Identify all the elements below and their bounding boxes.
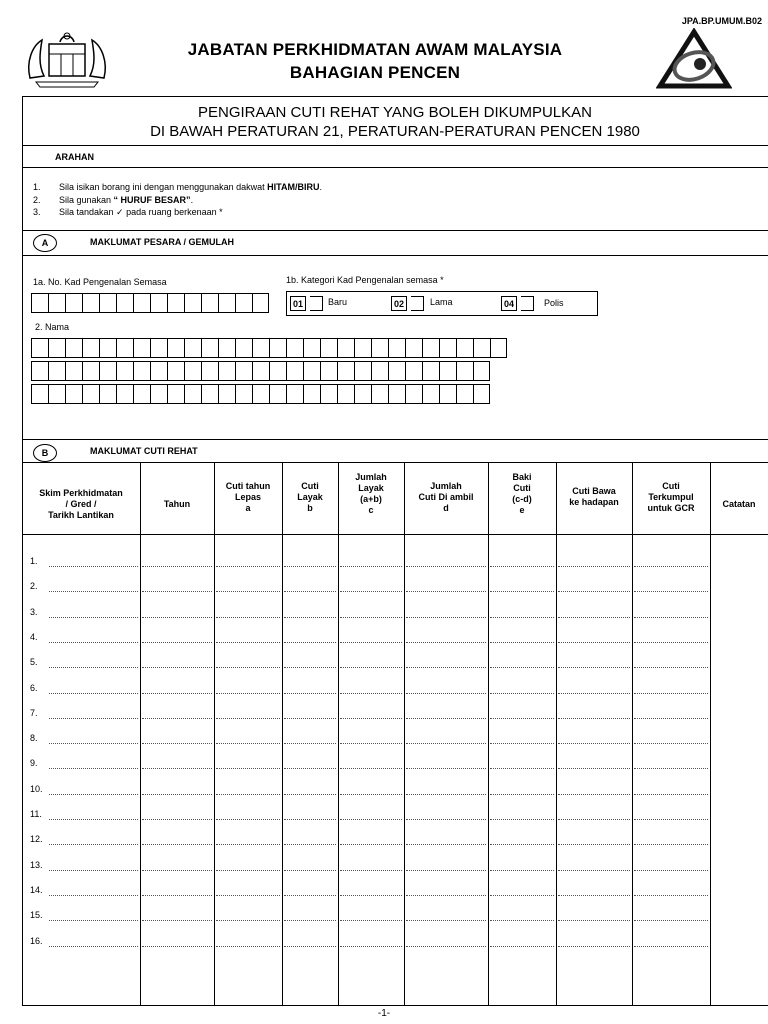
table-cell-input[interactable]: [142, 566, 212, 567]
table-cell-input[interactable]: [284, 920, 336, 921]
column-header-line: Jumlah: [430, 480, 462, 491]
table-cell-input[interactable]: [49, 642, 138, 643]
column-header-line: Cuti tahun: [225, 480, 271, 491]
category-code: 02: [391, 296, 407, 311]
column-header-line: e: [519, 505, 525, 515]
section-a-badge: A: [33, 234, 57, 252]
table-cell-input[interactable]: [284, 591, 336, 592]
section-b-badge: B: [33, 444, 57, 462]
instructions-heading: ARAHAN: [55, 152, 94, 162]
column-header-line: c: [368, 505, 374, 515]
table-cell-input[interactable]: [284, 642, 336, 643]
table-cell-input[interactable]: [634, 768, 708, 769]
column-header-line: Cuti: [301, 480, 319, 491]
table-cell-input[interactable]: [558, 718, 630, 719]
table-cell-input[interactable]: [558, 870, 630, 871]
table-cell-input[interactable]: [142, 768, 212, 769]
table-cell-input[interactable]: [216, 870, 280, 871]
table-cell-input[interactable]: [490, 693, 554, 694]
table-cell-input[interactable]: [284, 743, 336, 744]
column-header-line: a: [245, 502, 251, 513]
instruction-item: 3. Sila tandakan ✓ pada ruang berkenaan *: [33, 207, 223, 217]
table-cell-input[interactable]: [284, 768, 336, 769]
table-cell-input[interactable]: [49, 591, 138, 592]
table-cell-input[interactable]: [634, 591, 708, 592]
row-number: 2.: [30, 581, 38, 592]
table-cell-input[interactable]: [634, 794, 708, 795]
table-cell-input[interactable]: [634, 895, 708, 896]
table-cell-input[interactable]: [284, 794, 336, 795]
row-number: 14.: [30, 884, 43, 895]
table-cell-input[interactable]: [284, 870, 336, 871]
table-cell-input[interactable]: [142, 920, 212, 921]
table-cell-input[interactable]: [558, 591, 630, 592]
row-number: 1.: [30, 556, 38, 566]
table-cell-input[interactable]: [49, 743, 138, 744]
table-cell-input[interactable]: [216, 768, 280, 769]
table-cell-input[interactable]: [340, 718, 402, 719]
table-cell-input[interactable]: [142, 794, 212, 795]
table-cell-input[interactable]: [340, 895, 402, 896]
table-cell-input[interactable]: [406, 870, 486, 871]
table-cell-input[interactable]: [634, 946, 708, 947]
table-cell-input[interactable]: [406, 591, 486, 592]
divider: [22, 1005, 768, 1006]
column-header-line: Jumlah: [355, 472, 387, 482]
table-cell-input[interactable]: [558, 895, 630, 896]
column-header-line: Baki: [512, 472, 532, 482]
table-cell-input[interactable]: [558, 946, 630, 947]
table-cell-input[interactable]: [49, 870, 138, 871]
row-number: 4.: [30, 631, 38, 642]
table-cell-input[interactable]: [142, 718, 212, 719]
table-cell-input[interactable]: [284, 844, 336, 845]
table-cell-input[interactable]: [558, 667, 630, 668]
table-cell-input[interactable]: [284, 617, 336, 618]
category-code: 04: [501, 296, 517, 311]
table-cell-input[interactable]: [216, 895, 280, 896]
table-cell-input[interactable]: [142, 667, 212, 668]
row-number: 3.: [30, 606, 38, 617]
column-header-line: Tahun: [163, 498, 191, 509]
section-a-heading: MAKLUMAT PESARA / GEMULAH: [90, 237, 234, 247]
table-cell-input[interactable]: [340, 844, 402, 845]
table-cell-input[interactable]: [340, 870, 402, 871]
instruction-item: 2. Sila gunakan “ HURUF BESAR”.: [33, 194, 194, 205]
organization-name: JABATAN PERKHIDMATAN AWAM MALAYSIA: [187, 40, 563, 59]
column-header-line: Layak: [297, 491, 323, 502]
ic-number-label: 1a. No. Kad Pengenalan Semasa: [33, 277, 167, 287]
table-cell-input[interactable]: [216, 819, 280, 820]
row-number: 12.: [30, 834, 43, 845]
table-cell-input[interactable]: [634, 870, 708, 871]
table-cell-input[interactable]: [406, 844, 486, 845]
table-cell-input[interactable]: [490, 566, 554, 567]
row-number: 13.: [30, 859, 43, 870]
column-header-line: (c-d): [512, 494, 532, 504]
section-b-heading: MAKLUMAT CUTI REHAT: [90, 446, 198, 456]
table-cell-input[interactable]: [142, 895, 212, 896]
column-header-line: Cuti: [513, 483, 531, 493]
category-code: 01: [290, 296, 306, 311]
table-cell-input[interactable]: [490, 870, 554, 871]
table-cell-input[interactable]: [558, 743, 630, 744]
table-cell-input[interactable]: [558, 768, 630, 769]
table-cell-input[interactable]: [406, 617, 486, 618]
form-code: JPA.BP.UMUM.B02: [681, 16, 762, 26]
table-cell-input[interactable]: [284, 819, 336, 820]
table-cell-input[interactable]: [49, 667, 138, 668]
form-title-line1: PENGIRAAN CUTI REHAT YANG BOLEH DIKUMPULKAN: [198, 104, 592, 121]
row-number: 10.: [30, 783, 43, 794]
table-cell-input[interactable]: [216, 667, 280, 668]
table-cell-input[interactable]: [142, 870, 212, 871]
table-cell-input[interactable]: [49, 768, 138, 769]
table-cell-input[interactable]: [634, 718, 708, 719]
table-cell-input[interactable]: [558, 566, 630, 567]
category-label: Polis: [544, 298, 564, 308]
table-cell-input[interactable]: [490, 667, 554, 668]
table-cell-input[interactable]: [142, 844, 212, 845]
table-cell-input[interactable]: [634, 667, 708, 668]
category-label: Lama: [430, 297, 453, 307]
name-label: 2. Nama: [35, 322, 70, 332]
table-cell-input[interactable]: [558, 920, 630, 921]
column-header-line: d: [443, 502, 449, 513]
table-cell-input[interactable]: [284, 693, 336, 694]
row-number: 11.: [30, 809, 42, 819]
table-cell-input[interactable]: [49, 844, 138, 845]
table-cell-input[interactable]: [490, 844, 554, 845]
table-cell-input[interactable]: [340, 566, 402, 567]
table-cell-input[interactable]: [490, 920, 554, 921]
table-cell-input[interactable]: [558, 819, 630, 820]
category-label: Baru: [328, 297, 348, 307]
table-cell-input[interactable]: [142, 693, 212, 694]
column-header-line: Cuti Di ambil: [418, 491, 474, 502]
table-cell-input[interactable]: [49, 617, 138, 618]
table-cell-input[interactable]: [340, 819, 402, 820]
column-header-line: Lepas: [234, 491, 261, 502]
column-header-line: ke hadapan: [569, 497, 619, 507]
table-cell-input[interactable]: [634, 844, 708, 845]
table-cell-input[interactable]: [406, 693, 486, 694]
row-number: 5.: [30, 657, 38, 668]
table-cell-input[interactable]: [406, 768, 486, 769]
table-cell-input[interactable]: [340, 667, 402, 668]
table-cell-input[interactable]: [406, 642, 486, 643]
column-header-line: Terkumpul: [648, 491, 694, 502]
table-cell-input[interactable]: [490, 718, 554, 719]
table-cell-input[interactable]: [216, 844, 280, 845]
table-cell-input[interactable]: [142, 743, 212, 744]
table-cell-input[interactable]: [340, 617, 402, 618]
column-header-line: Layak: [358, 483, 384, 493]
table-cell-input[interactable]: [340, 591, 402, 592]
table-cell-input[interactable]: [284, 718, 336, 719]
row-number: 6.: [30, 682, 38, 693]
table-cell-input[interactable]: [216, 743, 280, 744]
column-header-line: Tarikh Lantikan: [48, 509, 114, 520]
division-name: BAHAGIAN PENCEN: [289, 63, 461, 82]
table-cell-input[interactable]: [558, 617, 630, 618]
table-cell-input[interactable]: [49, 794, 138, 795]
table-cell-input[interactable]: [142, 617, 212, 618]
table-cell-input[interactable]: [216, 693, 280, 694]
table-cell-input[interactable]: [340, 946, 402, 947]
row-number: 7.: [30, 707, 38, 718]
column-header-line: untuk GCR: [647, 502, 695, 513]
row-number: 15.: [30, 910, 43, 921]
table-cell-input[interactable]: [340, 794, 402, 795]
table-cell-input[interactable]: [406, 743, 486, 744]
table-cell-input[interactable]: [284, 946, 336, 947]
table-cell-input[interactable]: [490, 946, 554, 947]
table-cell-input[interactable]: [340, 743, 402, 744]
table-cell-input[interactable]: [406, 794, 486, 795]
table-cell-input[interactable]: [490, 642, 554, 643]
column-header-line: Skim Perkhidmatan: [39, 487, 123, 498]
column-header-line: b: [307, 502, 313, 513]
table-cell-input[interactable]: [284, 566, 336, 567]
table-cell-input[interactable]: [49, 920, 138, 921]
table-cell-input[interactable]: [406, 920, 486, 921]
table-cell-input[interactable]: [216, 718, 280, 719]
table-cell-input[interactable]: [142, 642, 212, 643]
table-cell-input[interactable]: [490, 768, 554, 769]
table-cell-input[interactable]: [340, 768, 402, 769]
table-cell-input[interactable]: [49, 693, 138, 694]
column-header-line: Cuti: [662, 480, 680, 491]
table-cell-input[interactable]: [216, 617, 280, 618]
table-cell-input[interactable]: [634, 920, 708, 921]
table-cell-input[interactable]: [558, 794, 630, 795]
table-cell-input[interactable]: [490, 617, 554, 618]
table-cell-input[interactable]: [634, 566, 708, 567]
table-cell-input[interactable]: [216, 946, 280, 947]
table-cell-input[interactable]: [634, 743, 708, 744]
table-cell-input[interactable]: [490, 591, 554, 592]
ic-category-label: 1b. Kategori Kad Pengenalan semasa *: [286, 275, 444, 285]
table-cell-input[interactable]: [634, 693, 708, 694]
table-cell-input[interactable]: [406, 718, 486, 719]
table-cell-input[interactable]: [340, 920, 402, 921]
column-header-line: Cuti Bawa: [572, 486, 616, 496]
table-cell-input[interactable]: [340, 693, 402, 694]
table-cell-input[interactable]: [142, 591, 212, 592]
table-cell-input[interactable]: [558, 693, 630, 694]
table-cell-input[interactable]: [216, 642, 280, 643]
table-cell-input[interactable]: [406, 566, 486, 567]
table-cell-input[interactable]: [406, 819, 486, 820]
table-cell-input[interactable]: [49, 566, 138, 567]
table-cell-input[interactable]: [634, 617, 708, 618]
row-number: 16.: [30, 935, 43, 946]
table-cell-input[interactable]: [340, 642, 402, 643]
table-cell-input[interactable]: [49, 718, 138, 719]
table-cell-input[interactable]: [558, 642, 630, 643]
instruction-item: 1. Sila isikan borang ini dengan menggunakan dakwat HITAM/BIRU.: [33, 182, 322, 192]
row-number: 8.: [30, 733, 38, 744]
table-cell-input[interactable]: [49, 946, 138, 947]
table-cell-input[interactable]: [216, 591, 280, 592]
table-cell-input[interactable]: [634, 819, 708, 820]
column-header-line: (a+b): [360, 494, 382, 504]
table-cell-input[interactable]: [216, 920, 280, 921]
table-cell-input[interactable]: [490, 819, 554, 820]
table-cell-input[interactable]: [490, 743, 554, 744]
form-title-line2: DI BAWAH PERATURAN 21, PERATURAN-PERATURAN PENCEN 1980: [150, 123, 640, 140]
table-cell-input[interactable]: [142, 819, 212, 820]
table-cell-input[interactable]: [142, 946, 212, 947]
table-cell-input[interactable]: [49, 819, 138, 820]
table-cell-input[interactable]: [634, 642, 708, 643]
table-cell-input[interactable]: [216, 566, 280, 567]
table-cell-input[interactable]: [284, 895, 336, 896]
table-cell-input[interactable]: [49, 895, 138, 896]
column-header-line: Catatan: [722, 498, 756, 509]
table-cell-input[interactable]: [284, 667, 336, 668]
table-cell-input[interactable]: [558, 844, 630, 845]
table-cell-input[interactable]: [406, 946, 486, 947]
table-cell-input[interactable]: [406, 667, 486, 668]
table-cell-input[interactable]: [216, 794, 280, 795]
table-cell-input[interactable]: [406, 895, 486, 896]
page-number: -1-: [377, 1008, 391, 1019]
table-cell-input[interactable]: [490, 794, 554, 795]
column-header-line: / Gred /: [65, 498, 97, 509]
row-number: 9.: [30, 758, 38, 769]
table-cell-input[interactable]: [490, 895, 554, 896]
